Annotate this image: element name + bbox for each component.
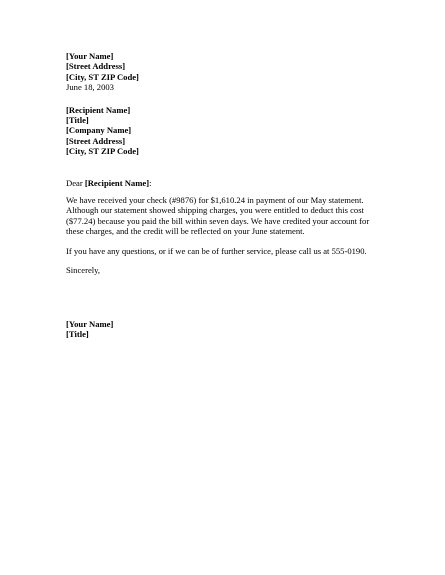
closing: Sincerely, [66, 265, 101, 276]
letter-body [66, 51, 386, 339]
recipient-title: [Title] [66, 115, 89, 126]
sender-street: [Street Address] [66, 61, 126, 72]
sender-name: [Your Name] [66, 51, 114, 61]
salutation-name: [Recipient Name] [84, 177, 150, 188]
recipient-name: [Recipient Name] [66, 104, 131, 115]
recipient-city: [City, ST ZIP Code] [66, 146, 139, 157]
recipient-block [66, 105, 386, 157]
signature-name: [Your Name] [66, 318, 114, 329]
signature-block [66, 319, 386, 340]
salutation [66, 178, 386, 188]
signature-title: [Title] [66, 328, 89, 339]
salutation-suffix: : [149, 177, 152, 188]
recipient-company: [Company Name] [66, 125, 132, 136]
body-paragraph-1: We have received your check (#9876) for $1,610.24 in payment of our May statement. Although our statement showed shipping charges, you were entitled to deduct this cost ($77.24) because you paid the bill within seven days. We have credited your account for these charges, and the credit will be reflected on your June statement. [66, 195, 370, 237]
sender-block [66, 51, 386, 93]
body-paragraph-2: If you have any questions, or if we can be of further service, please call us at 555-0190. [66, 245, 367, 256]
recipient-street: [Street Address] [66, 135, 126, 146]
sender-city: [City, ST ZIP Code] [66, 71, 139, 82]
letter-date: June 18, 2003 [66, 82, 114, 93]
salutation-prefix: Dear [66, 177, 85, 188]
